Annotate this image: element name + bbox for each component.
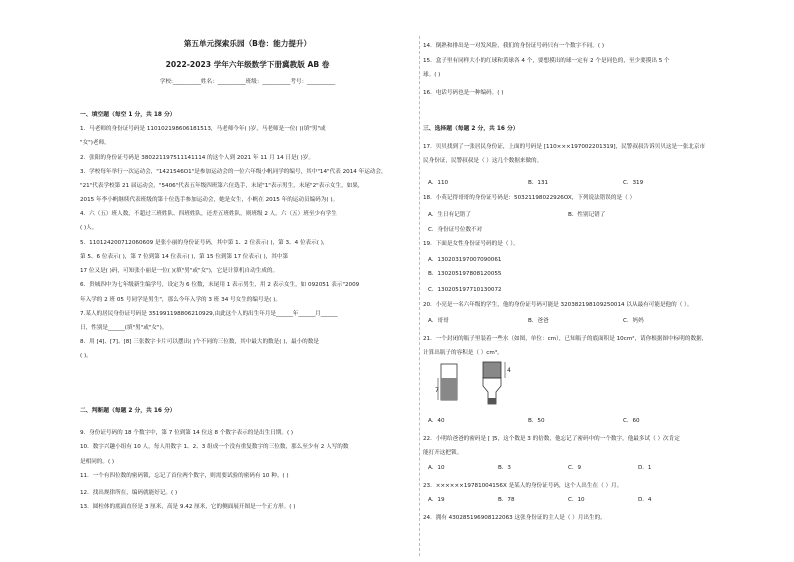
section-heading: 二、判断题（每题 2 分，共 16 分） bbox=[80, 408, 176, 414]
question-line: ( )人。 bbox=[80, 225, 98, 231]
answer-option: C．身份证号位数不对 bbox=[428, 227, 483, 233]
answer-option: C．60 bbox=[623, 418, 640, 424]
question-line: 年入学的 2 班 05 号同学是男生"，那么今年入学的 3 班 34 号女生的编号是( )。 bbox=[80, 297, 281, 303]
answer-option: B．131 bbox=[528, 180, 549, 186]
question-line: ( )。 bbox=[80, 353, 92, 359]
answer-option: B．爸爸 bbox=[528, 318, 549, 324]
question-line: 23．××××××19781004156X 是某人的身份证号码，这个人出生在（ ）月。 bbox=[423, 483, 623, 489]
bottle-upright bbox=[435, 364, 457, 400]
question-line: 2015 年李小帆继续代表班级的第十位选手参加运动会，她是女生，小帆在 2015 年的运动员编码为( )。 bbox=[80, 197, 339, 203]
section-heading: 三、选择题（每题 2 分，共 16 分） bbox=[423, 126, 519, 132]
question-line: 日，性别是______(填"男"或"女")。 bbox=[80, 325, 168, 331]
bottle-left-label: 7 bbox=[435, 387, 439, 394]
question-line: 8．用 [4]、[7]、[8] 三张数字卡片可以摆出( )个不同的三位数，其中最大的数是( )，最小的数是 bbox=[80, 339, 319, 345]
answer-option: A．110 bbox=[428, 180, 449, 186]
answer-option: C．9 bbox=[568, 465, 582, 471]
question-line: 19．下面是女性身份证号码的是（ ）。 bbox=[423, 241, 519, 247]
question-line: 11．一个有四位数的密码锁，忘记了首位两个数字，则需要试验的密码有 10 种。( ) bbox=[80, 473, 289, 479]
answer-option: A．130203197007090061 bbox=[428, 257, 502, 263]
answer-option: D．4 bbox=[638, 497, 652, 503]
question-line: 第 5、6 位表示( )，第 7 位到第 14 位表示( )，第 15 位到第 17 位表示( )，其中第 bbox=[80, 254, 289, 260]
question-line: 2．张阳的身份证号码是 380221197511141114 的这个人到 2021 年 11 月 14 日是( )岁。 bbox=[80, 155, 314, 161]
question-line: 21．一个封闭的瓶子里装着一些水（如图，单位：cm），已知瓶子的底面积是 10cm²，请你根据图中标明的数据， bbox=[423, 336, 708, 342]
answer-option: C．319 bbox=[623, 180, 644, 186]
question-line: 14．倒熟和排出是一对发风险，我们的身份证号码只有一个数字不同。( ) bbox=[423, 43, 605, 49]
answer-option: B．3 bbox=[498, 465, 511, 471]
question-line: 16．电话号码也是一种编码。( ) bbox=[423, 90, 504, 96]
answer-option: C．10 bbox=[568, 497, 585, 503]
answer-option: C．妈妈 bbox=[623, 318, 644, 324]
answer-option: A．哥哥 bbox=[428, 318, 449, 324]
answer-option: A．40 bbox=[428, 418, 445, 424]
question-line: 15．盒子里有同样大小的红球和黄球各 4 个，要想摸出的球一定有 2 个是同色的，至少要摸出 5 个 bbox=[423, 58, 670, 64]
question-line: 22．小明给爸爸的密码是 [ ]5，这个数是 3 的倍数，他忘记了密码中的一个数字，他最多试（ ）次肯定 bbox=[423, 436, 680, 442]
question-line: 6．贵城四中为七年级新生编学号，设定为 6 位数，末尾用 1 表示男生，用 2 表示女生，如 092051 表示"2009 bbox=[80, 282, 360, 288]
question-line: 5．110124200712060609 是张小丽的身份证号码，其中第 1、2 位表示( )，第 3、4 位表示( )， bbox=[80, 240, 329, 246]
exam-subtitle: 2022-2023 学年六年级数学下册冀教版 AB 卷 bbox=[165, 60, 330, 69]
answer-option: D．1 bbox=[638, 465, 652, 471]
question-line: 民身份证，民警叔叔是（ ）这几个数据来做的。 bbox=[423, 158, 543, 164]
answer-option: A．10 bbox=[428, 465, 445, 471]
bottle-inverted bbox=[483, 362, 511, 404]
question-line: 计算出瓶子的容积是（ ）cm³。 bbox=[423, 350, 503, 356]
question-line: 4．六（五）班人数，不超过三班姓队、四班姓队，还差五班姓队，则班级 2 人。六（五）班至少有学生 bbox=[80, 211, 337, 217]
question-line: "21"代表学校第 21 届运动会，"5406"代表五年级四班第六位选手，末尾"1"表示男生，末尾"2"表示女生，如果， bbox=[80, 183, 364, 189]
bottle-figure bbox=[435, 360, 515, 408]
answer-option: A．19 bbox=[428, 497, 445, 503]
question-line: 20．小亮是一名六年级的学生，他的身份证号码可能是 320382198109250014 以从最有可能是他的（ ）。 bbox=[423, 302, 693, 308]
question-line: "女")老师。 bbox=[80, 140, 110, 146]
question-line: 13．圆柱体的底面直径是 3 厘米，高是 9.42 厘米，它的侧面展开图是一个正方形。( ) bbox=[80, 504, 296, 510]
question-line: 17．贝贝找到了一张居民身份证，上面的号码是 [110×××197002201319]，民警叔叔告诉贝贝这是一张北京市 bbox=[423, 144, 706, 150]
question-line: 球。( ) bbox=[423, 72, 441, 78]
question-line: 是相同的。( ) bbox=[80, 459, 115, 465]
question-line: 7.某人的居民身份证号码是 351991198806210929,由此这个人的出生年月是______年______月______ bbox=[80, 311, 338, 317]
question-line: 24．拥有 430285196908122063 这张身份证的主人是（ ）月出生的。 bbox=[423, 515, 606, 521]
question-line: 3．学校每年举行一次运动会，"1421546O1"是参加运动会的一位六年级小帆同学的编号，其中"14"代表 2014 年运动会， bbox=[80, 169, 387, 175]
answer-option: A．生日有记错了 bbox=[428, 212, 471, 218]
question-line: 1．马老师的身份证号码是 110102198606181513，马老师今年( )岁，马老师是一位( )(填"男"或 bbox=[80, 126, 326, 132]
question-line: 10．数字兴趣小组有 10 人，每人用数字 1、2、3 组成一个没有重复数字的三位数，那么至少有 2 人写的数 bbox=[80, 444, 349, 450]
section-heading: 一、填空题（每空 1 分，共 18 分） bbox=[80, 112, 176, 118]
answer-option: B．130205197808120055 bbox=[428, 271, 502, 277]
question-line: 18．小英记得哥哥的身份证号码是：50321198022926OX，下列说法错误的是（ ） bbox=[423, 195, 636, 201]
student-info-line: 学校:__________姓名：__________班级：__________考号：__________ bbox=[159, 79, 336, 85]
column-divider bbox=[419, 36, 420, 556]
answer-option: C．130205197710130072 bbox=[428, 287, 502, 293]
answer-option: B．78 bbox=[498, 497, 515, 503]
exam-title: 第五单元探索乐园（B卷：能力提升） bbox=[183, 39, 312, 48]
bottle-right-label: 4 bbox=[507, 367, 511, 374]
question-line: 能打开这把锁。 bbox=[423, 450, 463, 456]
question-line: 17 位又是( )码，可知张小丽是一位( )(填"男"或"女")，它是计算机自动生成的。 bbox=[80, 268, 279, 274]
answer-option: B．50 bbox=[528, 418, 545, 424]
answer-option: B．性别记错了 bbox=[568, 212, 606, 218]
question-line: 9．身份证号码的 18 个数字中，第 7 位到第 14 位这 8 个数字表示的是出生日期。( ) bbox=[80, 430, 294, 436]
question-line: 12．找出规律所在，编码就能好记。( ) bbox=[80, 490, 178, 496]
